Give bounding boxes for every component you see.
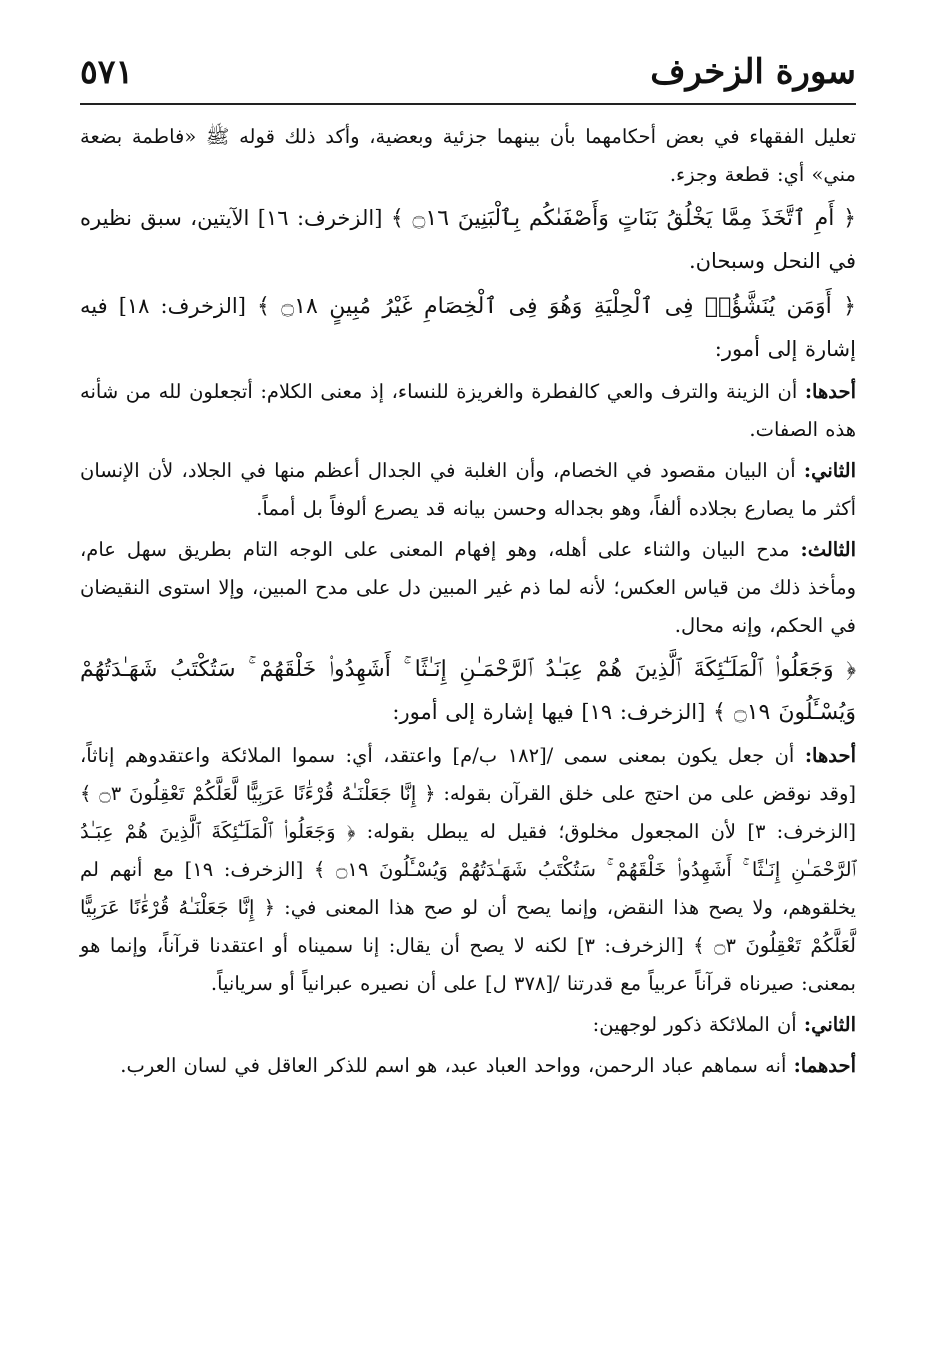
paragraph-text: مدح البيان والثناء على أهله، وهو إفهام المعنى على الوجه التام بطريق سهل عام، ومأخذ ذلك من قياس العكس؛ لأنه لما ذم غير المبين دل على مدح المبين، وإلا استوى النقيضان في الحكم، وإنه محال. [80, 538, 856, 637]
paragraph [80, 531, 856, 645]
page-body [80, 118, 856, 1085]
quran-verse: ﴿ وَجَعَلُوا۟ ٱلْمَلَـٰٓئِكَةَ ٱلَّذِينَ هُمْ عِبَـٰدُ ٱلرَّحْمَـٰنِ إِنَـٰثًا ۚ أَشَهِدُوا۟ خَلْقَهُمْ ۚ سَتُكْتَبُ شَهَـٰدَتُهُمْ وَيُسْـَٔلُونَ ۝١٩ ﴾ [80, 657, 856, 725]
paragraph-text: أن الملائكة ذكور لوجهين: [592, 1013, 804, 1036]
paragraph [80, 737, 856, 1003]
paragraph-text: [الزخرف: ١٩] فيها إشارة إلى أمور: [392, 700, 713, 724]
paragraph-text: أن جعل يكون بمعنى سمى /[١٨٢ ب/م] واعتقد، أي: سموا الملائكة واعتقدوهم إناثاً، [وقد نوقض على من احتج على خلق القرآن بقوله: ﴿ إِنَّا جَعَلْنَـٰهُ قُرْءَٰنًا عَرَبِيًّا لَّعَلَّكُمْ تَعْقِلُونَ ۝٣ ﴾ [الزخرف: ٣] لأن المجعول مخلوق؛ فقيل له يبطل بقوله: ﴿ وَجَعَلُوا۟ ٱلْمَلَـٰٓئِكَةَ ٱلَّذِينَ هُمْ عِبَـٰدُ ٱلرَّحْمَـٰنِ إِنَـٰثًا ۚ أَشَهِدُوا۟ خَلْقَهُمْ ۚ سَتُكْتَبُ شَهَـٰدَتُهُمْ وَيُسْـَٔلُونَ ۝١٩ ﴾ [الزخرف: ١٩] مع أنهم لم يخلقوهم، ولا يصح هذا النقض، وإنما يصح أن لو صح هذا المعنى في: ﴿ إِنَّا جَعَلْنَـٰهُ قُرْءَٰنًا عَرَبِيًّا لَّعَلَّكُمْ تَعْقِلُونَ ۝٣ ﴾ [الزخرف: ٣] لكنه لا يصح أن يقال: إنا سميناه أو اعتقدنا قرآناً، وإنما هو بمعنى: صيرناه قرآناً عربياً مع قدرتنا /[٣٧٨ ل] على أن نصيره عبرانياً أو سريانياً. [80, 744, 857, 995]
paragraph [80, 1047, 856, 1085]
paragraph-text: أن البيان مقصود في الخصام، وأن الغلبة في الجدال أعظم منها في الجلاد، لأن الإنسان أكثر ما يصارع بجلاده ألفاً، وهو بجداله وحسن بيانه قد يصرع ألوفاً بل أمماً. [80, 459, 856, 520]
paragraph-lead: الثاني: [803, 459, 856, 482]
paragraph-text: أنه سماهم عباد الرحمن، وواحد العباد عبد، هو اسم للذكر العاقل في لسان العرب. [120, 1054, 794, 1077]
verse-paragraph [80, 197, 856, 282]
paragraph-text: [الزخرف: ١٨] فيه إشارة إلى أمور: [80, 294, 856, 361]
quran-verse: ﴿ أَمِ ٱتَّخَذَ مِمَّا يَخْلُقُ بَنَاتٍ وَأَصْفَىٰكُم بِٱلْبَنِينَ ۝١٦ ﴾ [390, 206, 857, 231]
paragraph-text: [الزخرف: ١٦] الآيتين، سبق نظيره في النحل وسبحان. [80, 206, 856, 273]
paragraph-lead: أحدها: [804, 380, 856, 403]
paragraph-text: أن الزينة والترف والعي كالفطرة والغريزة للنساء، إذ معنى الكلام: أتجعلون لله من شأنه هذه الصفات. [80, 380, 856, 441]
header-divider [80, 103, 856, 105]
page-number: ٥٧١ [80, 52, 134, 91]
paragraph [80, 452, 856, 528]
verse-paragraph [80, 285, 856, 370]
paragraph-lead: أحدهما: [793, 1054, 856, 1077]
quran-verse: ﴿ أَوَمَن يُنَشَّؤُا۟ فِى ٱلْحِلْيَةِ وَهُوَ فِى ٱلْخِصَامِ غَيْرُ مُبِينٍ ۝١٨ ﴾ [257, 294, 856, 319]
paragraph-text: تعليل الفقهاء في بعض أحكامهما بأن بينهما جزئية وبعضية، وأكد ذلك قوله ﷺ «فاطمة بضعة مني» أي: قطعة وجزء. [80, 125, 856, 186]
paragraph [80, 373, 856, 449]
paragraph-lead: أحدها: [804, 744, 856, 767]
paragraph-lead: الثالث: [800, 538, 856, 561]
page-header [80, 46, 856, 96]
surah-title: سورة الزخرف [650, 52, 856, 92]
paragraph-lead: الثاني: [803, 1013, 856, 1036]
verse-paragraph [80, 648, 856, 734]
paragraph [80, 118, 856, 194]
paragraph [80, 1006, 856, 1044]
